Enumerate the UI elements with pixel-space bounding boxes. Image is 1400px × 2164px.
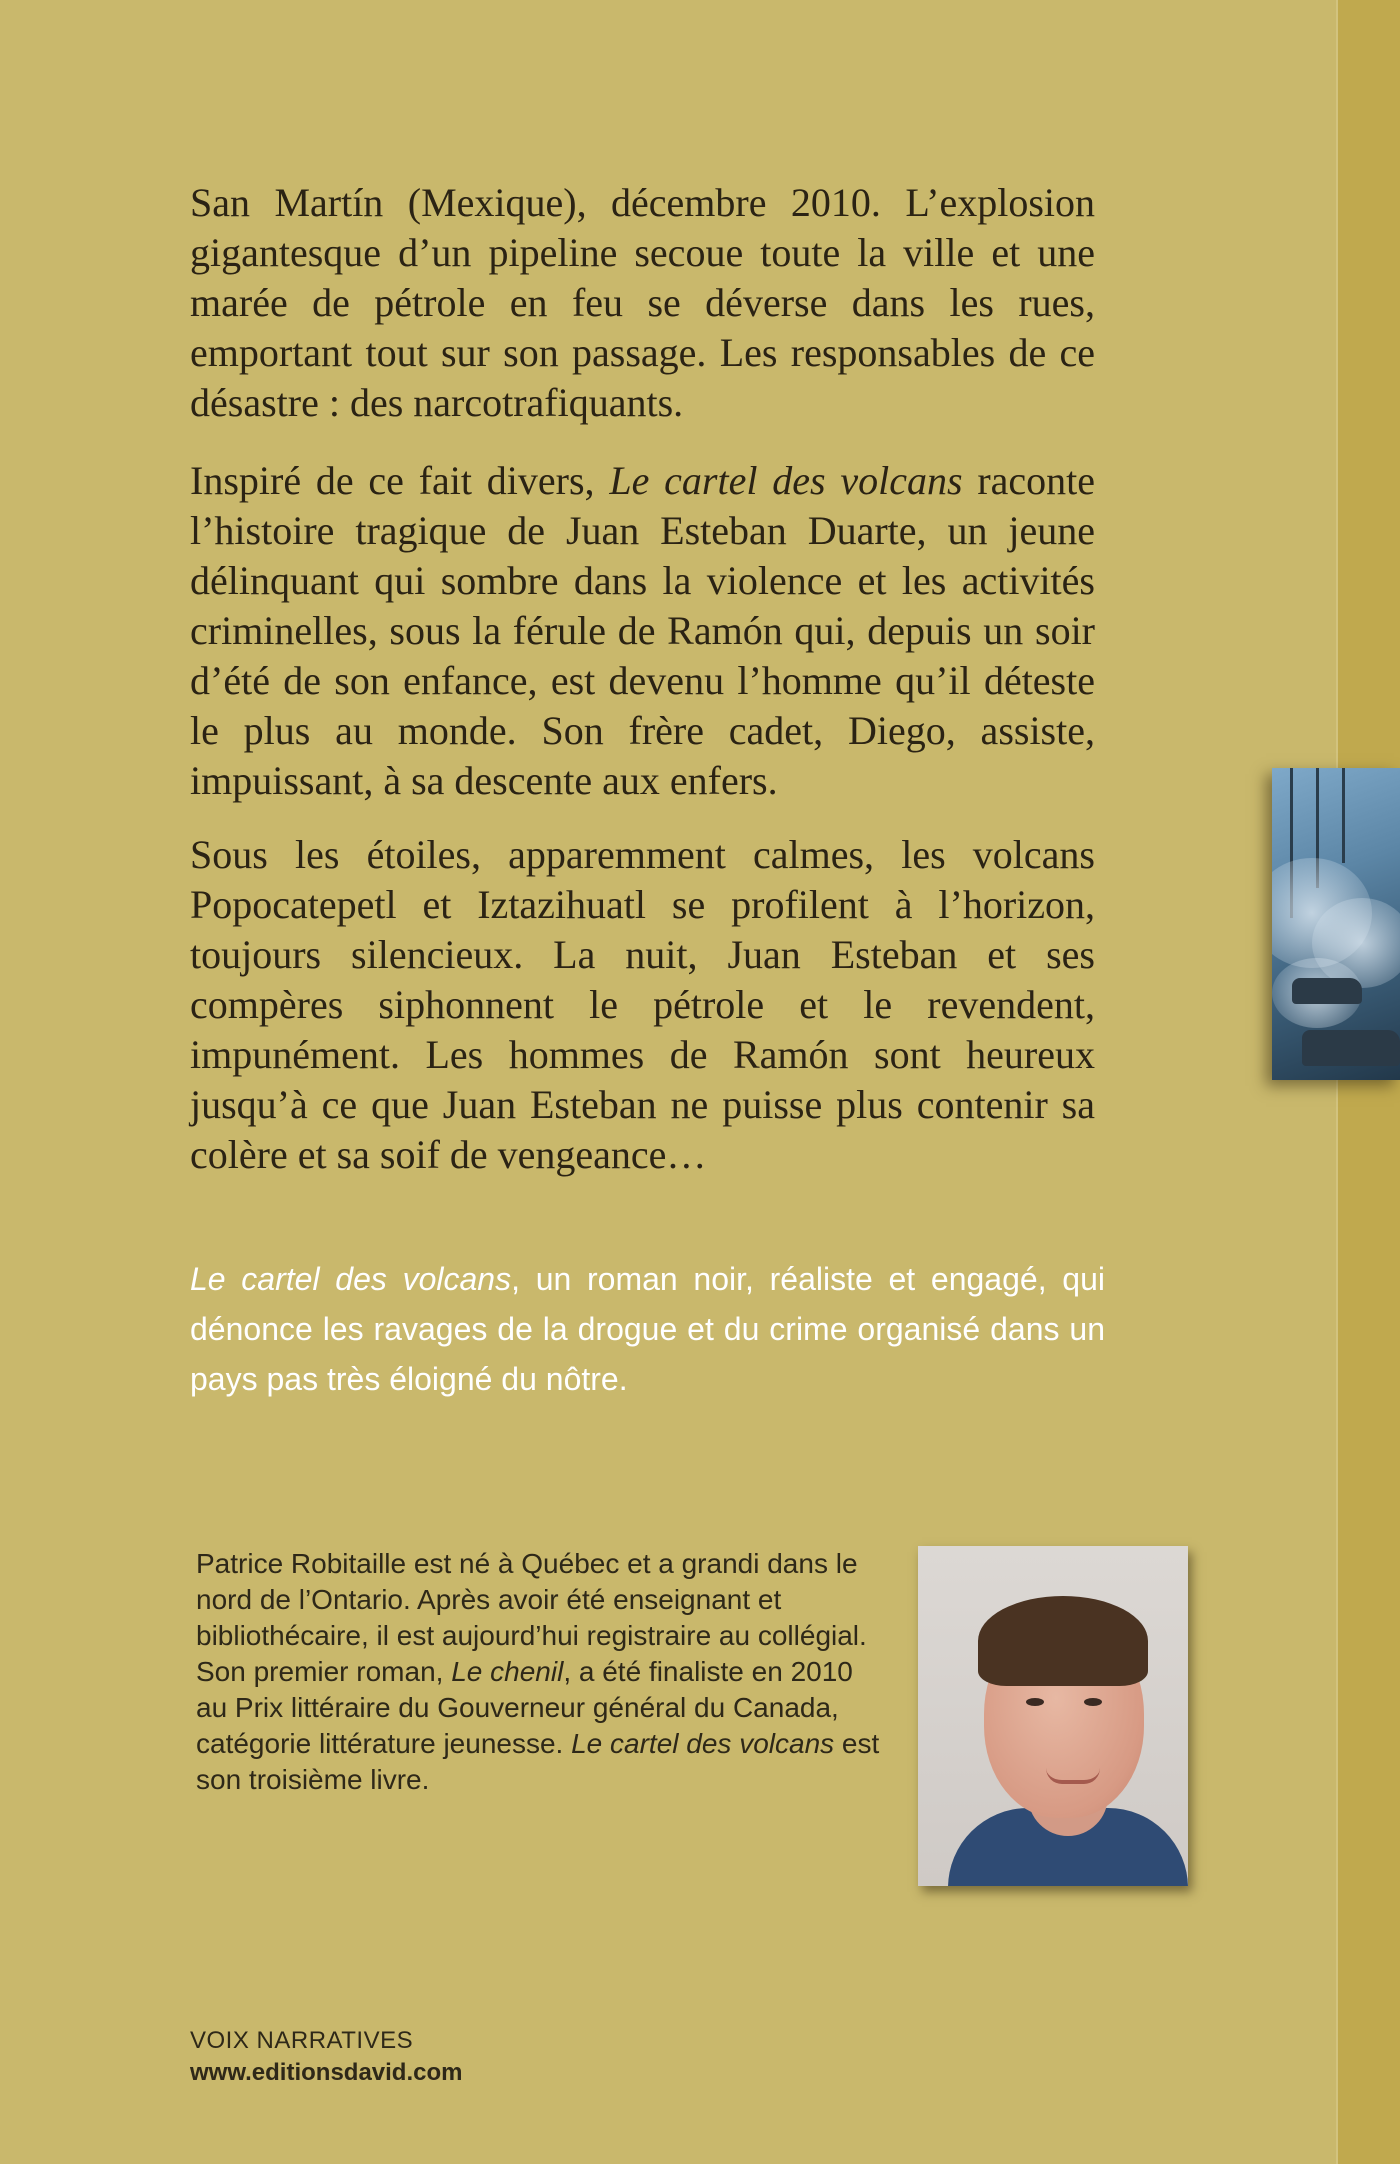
book-title-inline: Le cartel des volcans <box>609 458 963 503</box>
bio-part-1: Patrice Robitaille est né à Québec et a grandi dans le nord de l’Ontario. Après avoir été enseignant et bibliothécaire, il est aujourd’hui registraire au collégial. Son premier roman, <box>196 1548 867 1687</box>
synopsis-paragraph-1: San Martín (Mexique), décembre 2010. L’explosion gigantesque d’un pipeline secoue toute la ville et une marée de pétrole en feu se déverse dans les rues, emportant tout sur son passage. Les responsables de ce désastre : des narcotrafiquants. <box>190 180 1095 425</box>
tagline-book-title: Le cartel des volcans <box>190 1261 512 1297</box>
bio-part-2: , a été finaliste en 2010 au Prix littéraire du Gouverneur général du Canada, catégorie littérature jeunesse. <box>196 1656 853 1759</box>
publisher-website: www.editionsdavid.com <box>190 2059 463 2086</box>
synopsis-paragraph-2 <box>190 456 1095 806</box>
synopsis-p2-rest: raconte l’histoire tragique de Juan Esteban Duarte, un jeune délinquant qui sombre dans la violence et les activités criminelles, sous la férule de Ramón qui, depuis un soir d’été de son enfance, est devenu l’homme qu’il déteste le plus au monde. Son frère cadet, Diego, assiste, impuissant, à sa descente aux enfers. <box>190 458 1096 803</box>
bio-title-2: Le cartel des volcans <box>571 1728 835 1759</box>
synopsis-p2-intro: Inspiré de ce fait divers, <box>190 458 610 503</box>
tagline <box>190 1254 1105 1404</box>
tagline-text: , un roman noir, réaliste et engagé, qui dénonce les ravages de la drogue et du crime organisé dans un pays pas très éloigné du nôtre. <box>190 1261 1106 1397</box>
book-spine <box>1336 0 1400 2164</box>
bio-part-3: est son troisième livre. <box>196 1728 880 1795</box>
synopsis-paragraph-3: Sous les étoiles, apparemment calmes, les volcans Popocatepetl et Iztazihuatl se profilent à l’horizon, toujours silencieux. La nuit, Juan Esteban et ses compères siphonnent le pétrole et le revendent, impunément. Les hommes de Ramón sont heureux jusqu’à ce que Juan Esteban ne puisse plus contenir sa colère et sa soif de vengeance… <box>190 832 1095 1177</box>
series-name: VOIX NARRATIVES <box>190 2027 414 2054</box>
author-photo <box>918 1546 1188 1886</box>
bio-title-1: Le chenil <box>451 1656 564 1687</box>
author-bio <box>196 1546 886 1798</box>
front-cover-thumbnail <box>1272 768 1400 1080</box>
